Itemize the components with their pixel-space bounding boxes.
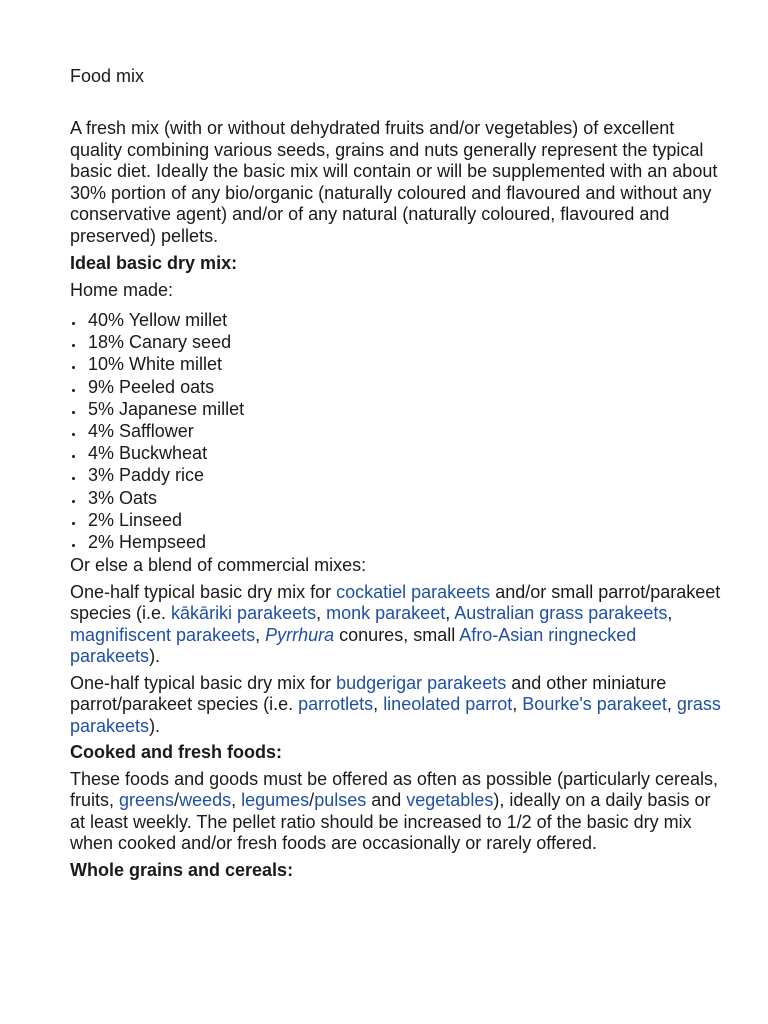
link-legumes[interactable]: legumes bbox=[241, 790, 310, 811]
dry-mix-heading: Ideal basic dry mix: bbox=[70, 253, 238, 273]
link-pyrrhura[interactable]: Pyrrhura bbox=[265, 624, 335, 645]
link-parrotlets[interactable]: parrotlets bbox=[298, 694, 374, 715]
link-budgerigar-parakeets[interactable]: budgerigar parakeets bbox=[336, 672, 507, 693]
link-bourkes-parakeet[interactable]: Bourke's parakeet bbox=[522, 694, 667, 715]
link-lineolated-parrot[interactable]: lineolated parrot bbox=[383, 694, 513, 715]
list-item: 5% Japanese millet bbox=[70, 398, 730, 420]
link-afro-asian-ringnecked-parakeets[interactable]: Afro-Asian ringnecked parakeets bbox=[70, 624, 637, 667]
link-kakariki-parakeets[interactable]: kākāriki parakeets bbox=[171, 603, 317, 624]
list-item: 18% Canary seed bbox=[70, 331, 730, 353]
list-item: 4% Buckwheat bbox=[70, 442, 730, 464]
document-body bbox=[70, 118, 730, 886]
link-pulses[interactable]: pulses bbox=[314, 790, 367, 811]
link-greens[interactable]: greens bbox=[119, 790, 175, 811]
list-item: 2% Hempseed bbox=[70, 531, 730, 553]
cooked-foods-heading: Cooked and fresh foods: bbox=[70, 742, 283, 763]
blend-budgerigar-paragraph: One-half typical basic dry mix for budgerigar parakeets and other miniature parrot/parakeet species (i.e. parrotlets, lineolated parrot, Bourke's parakeet, grass parakeets). bbox=[70, 672, 721, 736]
link-magnifiscent-parakeets[interactable]: magnifiscent parakeets bbox=[70, 624, 256, 645]
commercial-mix-label: Or else a blend of commercial mixes: bbox=[70, 555, 367, 576]
list-item: 2% Linseed bbox=[70, 509, 730, 531]
dry-mix-list bbox=[70, 309, 730, 553]
list-item: 9% Peeled oats bbox=[70, 376, 730, 398]
home-made-label: Home made: bbox=[70, 279, 174, 300]
whole-grains-heading: Whole grains and cereals: bbox=[70, 859, 294, 880]
link-monk-parakeet[interactable]: monk parakeet bbox=[326, 603, 446, 624]
document-title: Food mix bbox=[70, 66, 145, 86]
list-item: 3% Paddy rice bbox=[70, 464, 730, 486]
list-item: 3% Oats bbox=[70, 487, 730, 509]
list-item: 4% Safflower bbox=[70, 420, 730, 442]
list-item: 10% White millet bbox=[70, 353, 730, 375]
blend-cockatiel-paragraph: One-half typical basic dry mix for cockatiel parakeets and/or small parrot/parakeet species (i.e. kākāriki parakeets, monk parakeet, Australian grass parakeets, magnifiscent parakeets, Pyrrhura conures, small Afro-Asian ringnecked parakeets). bbox=[70, 581, 721, 667]
link-grass-parakeets[interactable]: grass parakeets bbox=[70, 694, 721, 736]
link-cockatiel-parakeets[interactable]: cockatiel parakeets bbox=[336, 581, 491, 602]
link-vegetables[interactable]: vegetables bbox=[406, 790, 494, 811]
link-weeds[interactable]: weeds bbox=[179, 790, 232, 811]
intro-paragraph: A fresh mix (with or without dehydrated fruits and/or vegetables) of excellent quality combining various seeds, grains and nuts generally represent the typical basic diet. Ideally the basic mix will contain or will be supplemented with an about 30% portion of any bio/organic (naturally coloured and flavoured and without any conservative agent) and/or of any natural (naturally coloured, flavoured and preserved) pellets. bbox=[70, 118, 718, 246]
link-australian-grass-parakeets[interactable]: Australian grass parakeets bbox=[454, 603, 668, 624]
cooked-foods-paragraph: These foods and goods must be offered as often as possible (particularly cereals, fruits, greens/weeds, legumes/pulses and vegetables), ideally on a daily basis or at least weekly. The pellet ratio should be increased to 1/2 of the basic dry mix when cooked and/or fresh foods are occasionally or rarely offered. bbox=[70, 768, 719, 854]
list-item: 40% Yellow millet bbox=[70, 309, 730, 331]
